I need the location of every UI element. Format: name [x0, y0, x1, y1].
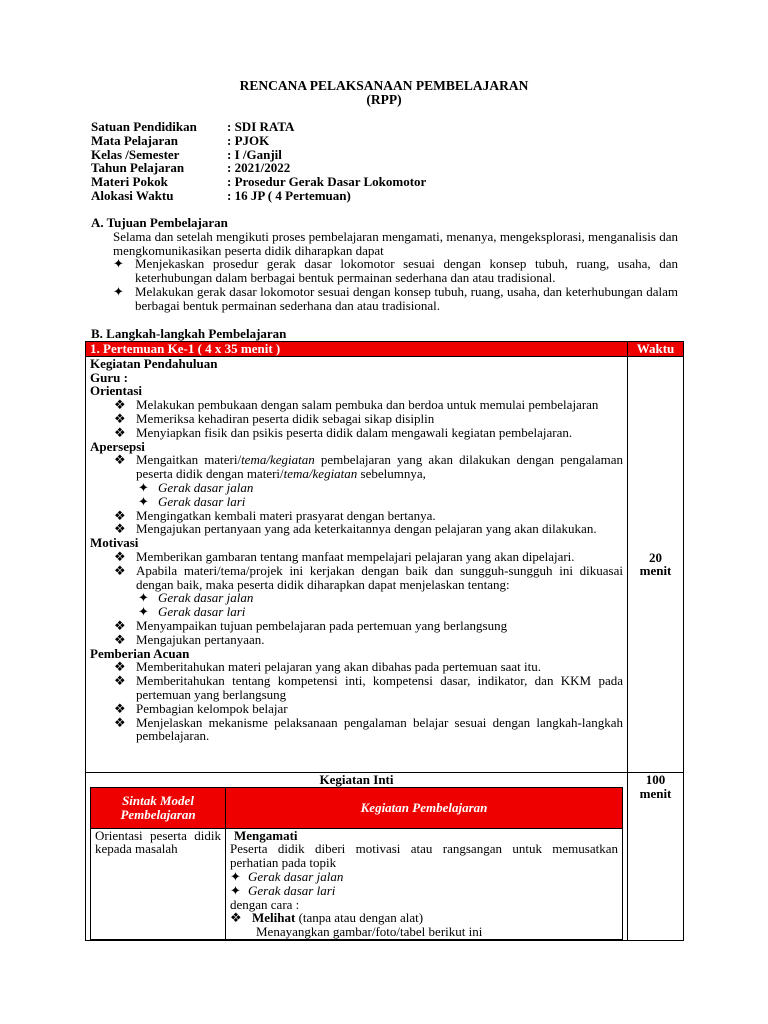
guru-label: Guru : [90, 369, 128, 385]
diamond-bullet-icon: ❖ [114, 714, 126, 730]
list-item: ❖ Mengaitkan materi/tema/kegiatan pembelajaran yang akan dilakukan dengan pengalaman peserta didik dengan materi/tema/kegiatan sebelumnya, [114, 452, 623, 482]
dengan-cara: dengan cara : [230, 896, 300, 912]
time-cell-inti [628, 772, 684, 940]
diamond-bullet-icon: ❖ [114, 521, 126, 537]
time-value: 100 [645, 771, 666, 787]
doc-subtitle: (RPP) [366, 92, 402, 107]
list-item: ✦ Gerak dasar lari [138, 604, 246, 620]
list-item: ❖ Melakukan pembukaan dengan salam pembuka dan berdoa untuk memulai pembelajaran [114, 397, 599, 413]
objectives-intro: Selama dan setelah mengikuti proses pembelajaran mengamati, menanya, mengeksplorasi, menganalisis dan mengkomunikasikan peserta didik diharapkan dapat [113, 228, 678, 258]
acuan-head: Pemberian Acuan [90, 645, 190, 661]
kegiatan-header: Kegiatan Pembelajaran [226, 787, 623, 828]
star-bullet-icon: ✦ [230, 882, 241, 898]
identity-value: : I /Ganjil [227, 146, 282, 162]
section-steps-heading: B. Langkah-langkah Pembelajaran [91, 326, 287, 341]
diamond-bullet-icon: ❖ [114, 410, 126, 426]
identity-label: Mata Pelajaran [91, 132, 179, 148]
mengamati-text: Peserta didik diberi motivasi atau rangsangan untuk memusatkan perhatian pada topik [230, 841, 618, 871]
list-item: ❖ Pembagian kelompok belajar [114, 700, 288, 716]
list-item: ✦ Gerak dasar lari [230, 882, 336, 898]
doc-title: RENCANA PELAKSANAAN PEMBELAJARAN [239, 78, 529, 93]
list-item: ❖ Melihat (tanpa atau dengan alat) [230, 910, 424, 926]
section-heading: A. Tujuan Pembelajaran [91, 215, 228, 230]
diamond-bullet-icon: ❖ [114, 659, 126, 675]
list-item: ❖ Memberitahukan tentang kompetensi inti, kompetensi dasar, indikator, dan KKM pada pertemuan yang berlangsung [114, 673, 623, 702]
diamond-bullet-icon: ❖ [114, 397, 126, 413]
list-item: ❖ Memberikan gambaran tentang manfaat mempelajari pelajaran yang akan dipelajari. [114, 548, 575, 564]
identity-value: : SDI RATA [227, 119, 295, 134]
time-value: 20 [649, 549, 662, 565]
list-item: ✦ Gerak dasar jalan [138, 479, 254, 495]
identity-value: : Prosedur Gerak Dasar Lokomotor [227, 174, 427, 190]
star-bullet-icon: ✦ [113, 256, 124, 272]
identity-value: : 2021/2022 [227, 160, 291, 176]
inti-title: Kegiatan Inti [319, 771, 394, 787]
sintak-cell: Orientasi peserta didik kepada masalah [91, 828, 226, 939]
list-item: ❖ Apabila materi/tema/projek ini kerjakan dengan baik dan sungguh-sungguh ini dikuasai dengan baik, maka peserta didik diharapkan dapat menjelaskan tentang: [114, 562, 623, 592]
list-item: ✦ Gerak dasar jalan [230, 868, 344, 884]
list-item: ✦ Gerak dasar lari [138, 493, 246, 509]
list-item: ❖ Mengajukan pertanyaan. [114, 631, 265, 647]
pendahuluan-title: Kegiatan Pendahuluan [90, 355, 218, 371]
identity-row [91, 134, 426, 148]
identity-value: : PJOK [227, 132, 270, 148]
diamond-bullet-icon: ❖ [114, 452, 126, 468]
list-item: ❖ Memeriksa kehadiran peserta didik sebagai sikap disiplin [114, 410, 435, 426]
identity-row [91, 175, 426, 189]
orientasi-head: Orientasi [90, 383, 142, 399]
star-bullet-icon: ✦ [138, 604, 149, 620]
identity-block [91, 120, 426, 203]
list-item: ❖ Mengajukan pertanyaan yang ada keterkaitannya dengan pelajaran yang akan dilakukan. [114, 521, 597, 537]
identity-row [91, 148, 426, 162]
apersepsi-head: Apersepsi [90, 438, 145, 454]
identity-label: Kelas /Semester [91, 146, 180, 162]
meeting-header: 1. Pertemuan Ke-1 ( 4 x 35 menit ) [86, 342, 628, 357]
identity-label: Tahun Pelajaran [91, 160, 185, 176]
diamond-bullet-icon: ❖ [114, 617, 126, 633]
diamond-bullet-icon: ❖ [114, 424, 126, 440]
objective-item: ✦ Menjekaskan prosedur gerak dasar lokomotor sesuai dengan konsep tubuh, ruang, usaha, dan keterhubungan dalam berbagai bentuk permainan sederhana dan atau tradisional. [113, 256, 678, 286]
diamond-bullet-icon: ❖ [114, 507, 126, 523]
diamond-bullet-icon: ❖ [230, 910, 242, 926]
section-objectives [91, 216, 678, 313]
diamond-bullet-icon: ❖ [114, 700, 126, 716]
star-bullet-icon: ✦ [138, 493, 149, 509]
identity-row [91, 120, 426, 134]
list-item: ❖ Menjelaskan mekanisme pelaksanaan pengalaman belajar sesuai dengan langkah-langkah pembelajaran. [114, 714, 623, 744]
time-unit: menit [639, 785, 672, 801]
list-item: ❖ Menyampaikan tujuan pembelajaran pada pertemuan yang berlangsung [114, 617, 508, 633]
motivasi-head: Motivasi [90, 535, 139, 551]
pendahuluan-cell [86, 356, 628, 772]
diamond-bullet-icon: ❖ [114, 673, 126, 689]
mengamati-title: Mengamati [234, 827, 298, 843]
waktu-header: Waktu [628, 342, 684, 357]
list-item: ❖ Mengingatkan kembali materi prasyarat dengan bertanya. [114, 507, 436, 523]
list-item: ❖ Menyiapkan fisik dan psikis peserta didik dalam mengawali kegiatan pembelajaran. [114, 424, 573, 440]
inti-table [90, 787, 623, 940]
time-unit: menit [639, 563, 672, 579]
identity-row [91, 161, 426, 175]
menayangkan-text: Menayangkan gambar/foto/tabel berikut ini [256, 924, 483, 940]
diamond-bullet-icon: ❖ [114, 631, 126, 647]
inti-cell [86, 772, 628, 940]
identity-value: : 16 JP ( 4 Pertemuan) [227, 187, 351, 203]
star-bullet-icon: ✦ [230, 868, 241, 884]
diamond-bullet-icon: ❖ [114, 548, 126, 564]
time-cell-pendahuluan [628, 356, 684, 772]
list-item: ✦ Gerak dasar jalan [138, 590, 254, 606]
diamond-bullet-icon: ❖ [114, 562, 126, 578]
star-bullet-icon: ✦ [138, 479, 149, 495]
star-bullet-icon: ✦ [113, 283, 124, 299]
identity-label: Materi Pokok [91, 174, 168, 190]
sintak-header: Sintak Model Pembelajaran [91, 787, 226, 828]
objective-item: ✦ Melakukan gerak dasar lokomotor sesuai dengan konsep tubuh, ruang, usaha, dan keterhubungan dalam berbagai bentuk permainan sederhana dan atau tradisional. [113, 283, 678, 313]
identity-label: Alokasi Waktu [91, 187, 174, 203]
list-item: ❖ Memberitahukan materi pelajaran yang akan dibahas pada pertemuan saat itu. [114, 659, 541, 675]
identity-row [91, 189, 426, 203]
identity-label: Satuan Pendidikan [91, 119, 197, 134]
star-bullet-icon: ✦ [138, 590, 149, 606]
kegiatan-cell [226, 828, 623, 939]
lesson-table [85, 341, 684, 941]
